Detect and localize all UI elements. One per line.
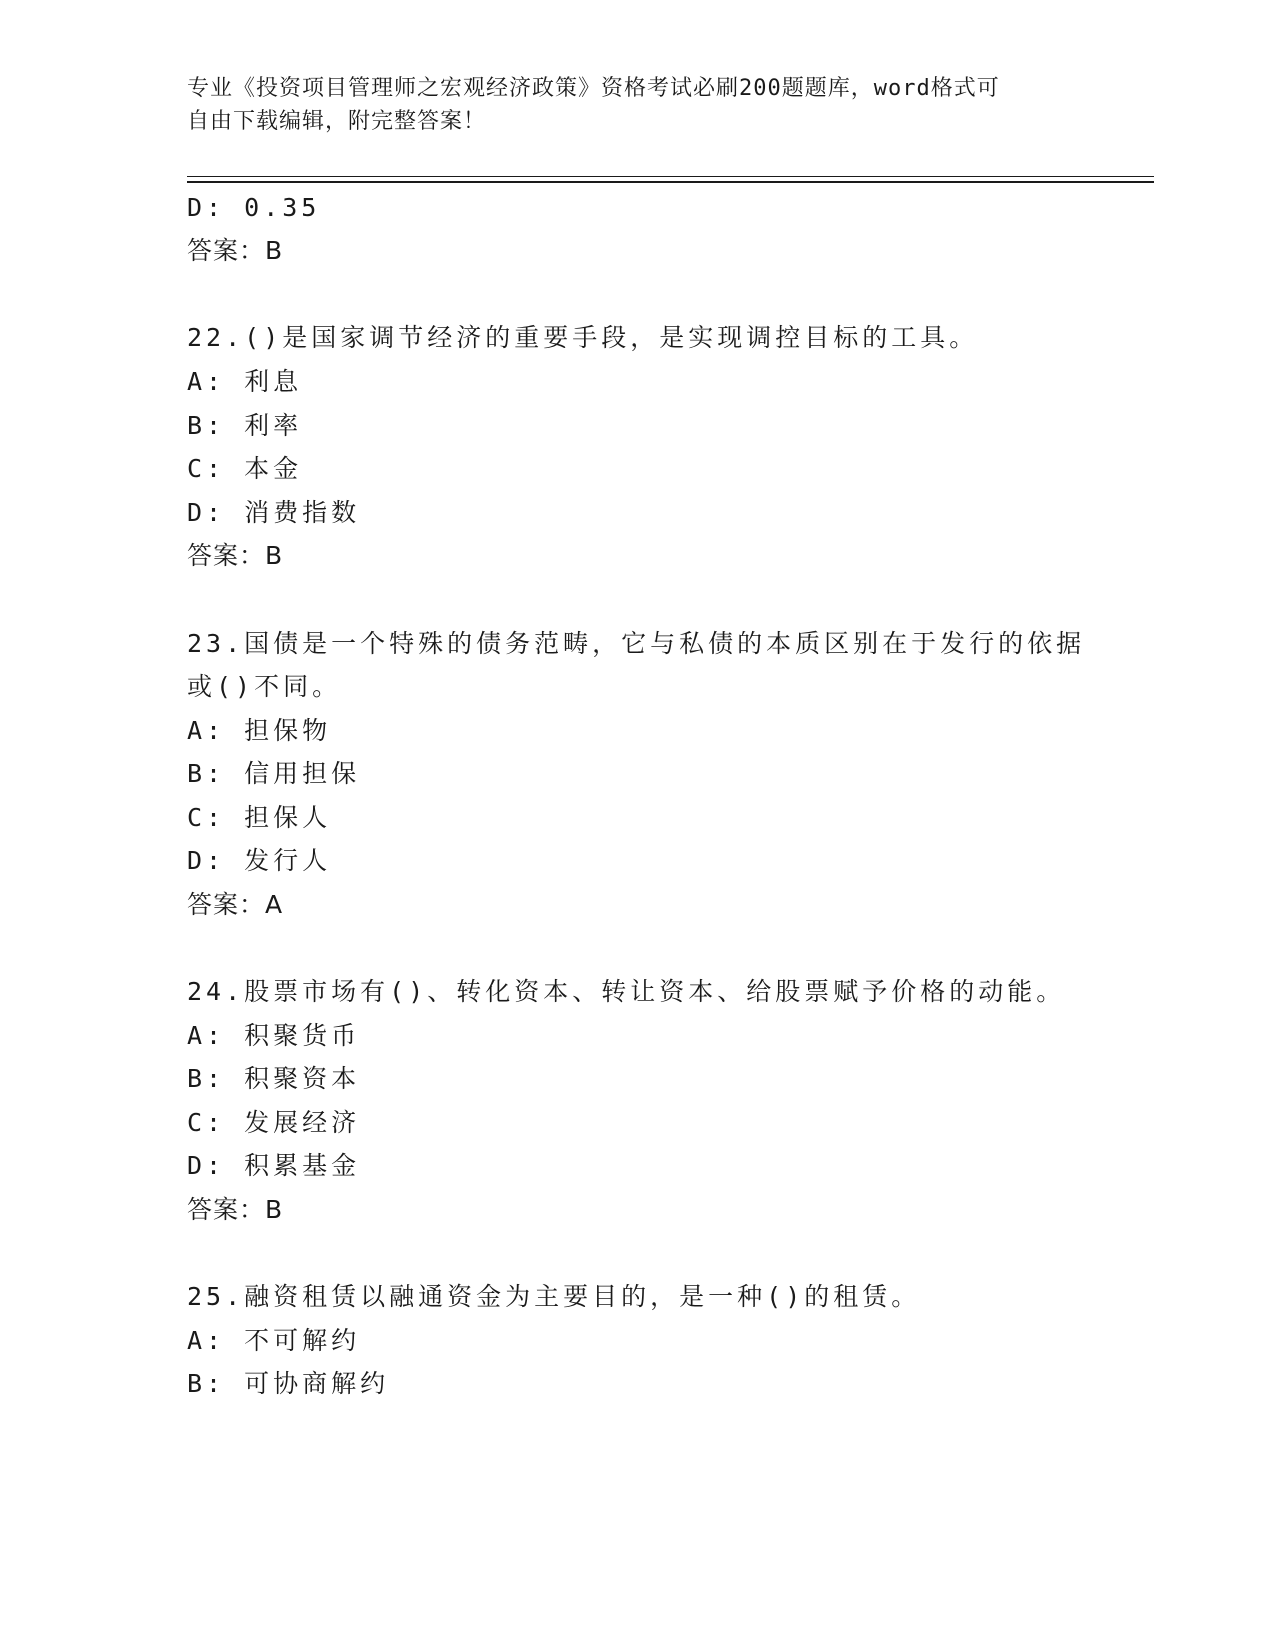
- option-a: A: 积聚货币: [187, 1021, 361, 1050]
- option-a: A: 利息: [187, 367, 303, 396]
- question-stem-line-1: 23.国债是一个特殊的债务范畴，它与私债的本质区别在于发行的依据: [187, 629, 1086, 658]
- option-c: C: 本金: [187, 454, 303, 483]
- option-d: D: 消费指数: [187, 498, 361, 527]
- option-a: A: 不可解约: [187, 1326, 361, 1355]
- option-c: C: 担保人: [187, 803, 332, 832]
- option-d: D: 发行人: [187, 846, 332, 875]
- question-stem: 24.股票市场有()、转化资本、转让资本、给股票赋予价格的动能。: [187, 977, 1066, 1006]
- option-d: D: 积累基金: [187, 1151, 361, 1180]
- answer-line: 答案：A: [187, 890, 284, 919]
- header-line-2: 自由下载编辑，附完整答案！: [187, 109, 487, 134]
- option-b: B: 利率: [187, 411, 303, 440]
- option-d: D: 0.35: [187, 193, 321, 222]
- header-line-1: 专业《投资项目管理师之宏观经济政策》资格考试必刷200题题库，word格式可: [187, 76, 1000, 101]
- header-divider-thick: [187, 181, 1154, 183]
- header-divider-thin: [187, 176, 1154, 177]
- answer-line: 答案：B: [187, 1195, 284, 1224]
- answer-line: 答案：B: [187, 236, 284, 265]
- option-a: A: 担保物: [187, 716, 332, 745]
- option-b: B: 信用担保: [187, 759, 361, 788]
- question-stem: 22.()是国家调节经济的重要手段，是实现调控目标的工具。: [187, 323, 979, 352]
- question-stem-line-2: 或()不同。: [187, 672, 342, 701]
- option-b: B: 可协商解约: [187, 1369, 390, 1398]
- option-c: C: 发展经济: [187, 1108, 361, 1137]
- option-b: B: 积聚资本: [187, 1064, 361, 1093]
- question-stem: 25.融资租赁以融通资金为主要目的，是一种()的租赁。: [187, 1282, 921, 1311]
- answer-line: 答案：B: [187, 541, 284, 570]
- document-header: [187, 72, 1067, 138]
